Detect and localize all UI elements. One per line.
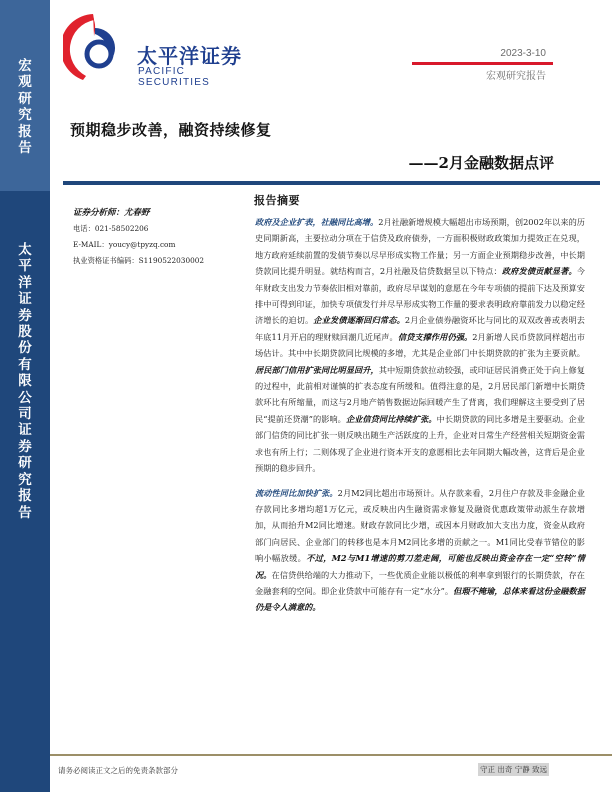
key-point: 不过，M2与M1增速的剪刀差走阔，可能也反映出资金存在一定“空转”情况。: [255, 553, 585, 580]
report-title: 预期稳步改善，融资持续修复: [70, 121, 272, 139]
sidebar-char: 告: [18, 504, 32, 521]
sidebar-char: 究: [18, 107, 32, 124]
analyst-email[interactable]: E-MAIL：youcy@tpyzq.com: [73, 240, 176, 249]
key-point: 政府发债贡献显著。: [501, 266, 577, 277]
sidebar-char: 研: [18, 455, 32, 472]
summary-paragraph-2: [255, 485, 585, 616]
sidebar-char: 券: [18, 438, 32, 455]
paragraph-text: 在信贷供给端的大力推动下，一些优质企业能以极低的利率拿到银行的长期贷款，存在金融套利的空间。即企业贷款中可能存有一定“水分”。: [255, 569, 585, 596]
sidebar-char: 告: [18, 140, 32, 157]
sidebar-char: 份: [18, 340, 32, 357]
paragraph-text: 中长期贷款的同比多增是主要驱动。企业部门信贷的同比扩张一则反映出随生产活跃度的上升，企业对日常生产经营相关短期资金需求也有所上行；二则体现了企业进行资本开支的意愿相比去年同期大幅改善，这背后是企业预期的稳步回升。: [255, 413, 585, 474]
header-accent-line: [412, 62, 553, 65]
key-point: 企业发债逐渐回归常态。: [313, 315, 405, 326]
company-logo: [63, 12, 243, 88]
footer-motto: 守正 出奇 宁静 致远: [480, 765, 548, 774]
paragraph-text: 2月社融新增规模大幅超出市场预期，创2002年以来的历史同期新高，主要拉动分项在于信贷及政府债券，一方面积极财政政策加力提效正在兑现，地方政府延续前置的发债节奏以尽早形成实物工作量；另一方面企业预期稳步改善，中长期贷款同比提升明显。就结构而言，2月社融及信贷数据呈以下特点：: [255, 217, 585, 277]
sidebar-char: 券: [18, 307, 32, 324]
summary-paragraph-1: [255, 214, 585, 477]
analyst-phone: 电话：021-58502206: [73, 224, 149, 233]
paragraph-text: 今年财政支出发力节奏依旧相对靠前，政府尽早谋划的意愿在今年专项债的提前下达及预算安排中可得到印证，加快专项债发行并尽早形成实物工作量的要求表明政府靠前发力以稳定经济增长的迫切。: [255, 266, 585, 326]
sidebar-char: 司: [18, 406, 32, 423]
sidebar-char: 公: [18, 389, 32, 406]
logo-text-cn: 太平洋证券: [137, 44, 242, 68]
logo-mark-icon: [63, 12, 135, 84]
report-subtitle: ——2月金融数据点评: [408, 154, 554, 172]
key-point: 但瑕不掩瑜，总体来看这份金融数据仍是令人满意的。: [255, 585, 585, 613]
sidebar-char: 报: [18, 488, 32, 505]
paragraph-text: 2月M2同比超出市场预计。从存款来看，2月住户存款及非金融企业存款同比多增均超1万亿元，或反映出内生融资需求修复及融资优惠政策带动派生存款增加，从而抬升M2同比增速。财政存款同比少增，或因本月财政加大支出力度，资金从政府部门向居民、企业部门的转移也是本月M2同比多增的贡献之一。M1同比受春节错位的影响小幅放缓。: [255, 487, 585, 564]
sidebar-char: 限: [18, 373, 32, 390]
sidebar-char: 宏: [18, 58, 32, 74]
sidebar-bottom-band: [0, 191, 50, 792]
footer-disclaimer: 请务必阅读正文之后的免责条款部分: [58, 766, 178, 775]
footer-divider: [50, 754, 612, 756]
summary-heading: 报告摘要: [254, 194, 300, 207]
sidebar-char: 究: [18, 471, 32, 488]
paragraph-lead: 流动性同比加快扩张。: [255, 487, 338, 498]
paragraph-text: 2月新增人民币贷款同样超出市场估计。其中中长期贷款同比规模的多增，尤其是企业部门中长期贷款的扩张为主要贡献。: [255, 331, 585, 359]
report-date: 2023-3-10: [500, 48, 546, 59]
paragraph-text: 2月企业债券融资环比与同比的双双改善或表明去年底11月开启的理财赎回潮几近尾声。: [255, 315, 585, 342]
key-point: 信贷支撑作用仍强。: [397, 331, 473, 342]
sidebar-char: 洋: [18, 274, 32, 291]
analyst-name: 证券分析师：尤春野: [73, 208, 150, 218]
report-type: 宏观研究报告: [486, 71, 546, 82]
paragraph-text: 其中短期贷款拉动较强，或印证居民消费正处于向上修复的过程中，此前相对谨慎的扩表态度有所缓和。值得注意的是，2月居民部门新增中长期贷款环比有所缩量，而这与2月地产销售数据边际回暖产生了背离，我们理解这主要受到了居民“提前还贷潮”的影响。: [255, 364, 585, 424]
sidebar-char: 平: [18, 258, 32, 275]
sidebar-char: 证: [18, 422, 32, 439]
analyst-info: [73, 206, 223, 272]
sidebar-char: 证: [18, 291, 32, 308]
sidebar-char: 太: [18, 242, 32, 258]
sidebar-top-band: [0, 0, 50, 191]
paragraph-lead: 政府及企业扩表，社融同比高增。: [255, 217, 379, 227]
sidebar-char: 报: [18, 123, 32, 140]
key-point: 企业信贷同比持续扩张。: [345, 413, 437, 424]
sidebar-char: 观: [18, 74, 32, 91]
sidebar-char: 研: [18, 90, 32, 107]
sidebar-company-name: [0, 242, 50, 521]
analyst-license: 执业资格证书编码：S1190522030002: [73, 256, 205, 265]
sidebar-char: 有: [18, 356, 32, 373]
logo-text-en: PACIFIC SECURITIES: [138, 66, 211, 88]
sidebar-report-category: [0, 58, 50, 156]
title-divider: [63, 181, 600, 185]
key-point: 居民部门信用扩张同比明显回升，: [255, 364, 379, 375]
sidebar-char: 股: [18, 324, 32, 341]
summary-body: [255, 214, 585, 616]
